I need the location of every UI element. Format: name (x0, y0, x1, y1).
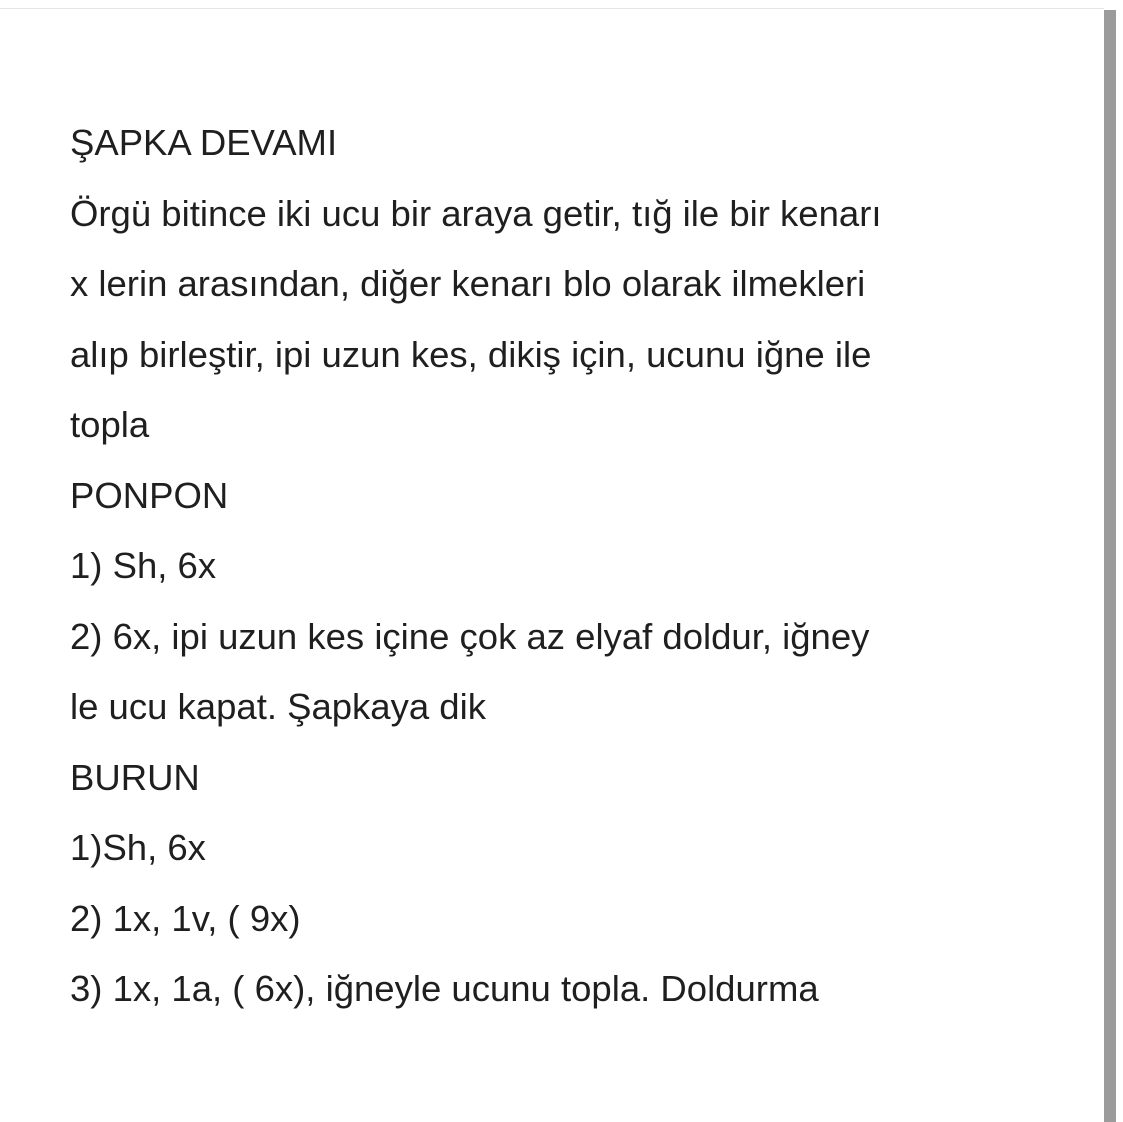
step-line: 1) Sh, 6x (70, 545, 217, 586)
heading-ponpon: PONPON (70, 474, 229, 516)
step-line: 2) 6x, ipi uzun kes içine çok az elyaf doldur, iğney (70, 615, 870, 657)
vertical-scrollbar[interactable] (1104, 10, 1116, 1122)
text-line: Örgü bitince iki ucu bir araya getir, tığ ile bir kenarı (70, 192, 882, 234)
step-line: 2) 1x, 1v, ( 9x) (70, 897, 301, 939)
step-line: 3) 1x, 1a, ( 6x), iğneyle ucunu topla. Doldurma (70, 968, 819, 1009)
text-line: x lerin arasından, diğer kenarı blo olarak ilmekleri (70, 263, 866, 304)
step-line: 1)Sh, 6x (70, 827, 206, 868)
heading-burun: BURUN (70, 756, 200, 798)
text-line: alıp birleştir, ipi uzun kes, dikiş için, ucunu iğne ile (70, 333, 872, 375)
text-line: le ucu kapat. Şapkaya dik (70, 686, 486, 727)
heading-sapka-devami: ŞAPKA DEVAMI (70, 122, 338, 163)
text-line: topla (70, 404, 150, 445)
top-divider (0, 8, 1104, 9)
pattern-text (70, 108, 1080, 1025)
